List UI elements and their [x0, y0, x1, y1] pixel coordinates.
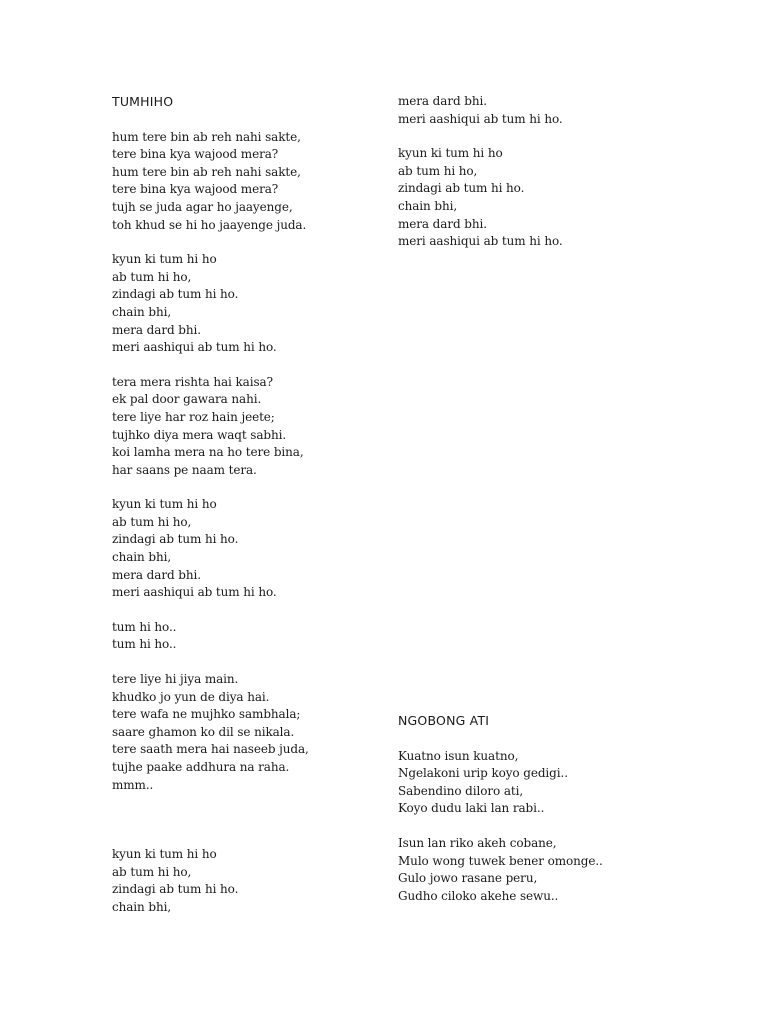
lyric-line: meri aashiqui ab tum hi ho.: [398, 111, 563, 126]
lyric-line: tum hi ho..: [112, 637, 177, 652]
lyric-line: meri aashiqui ab tum hi ho.: [112, 585, 277, 600]
lyric-line: Isun lan riko akeh cobane,: [398, 835, 557, 850]
lyric-line: mera dard bhi.: [398, 216, 487, 231]
stanza: [112, 846, 382, 916]
lyric-line: chain bhi,: [112, 550, 172, 565]
lyric-line: koi lamha mera na ho tere bina,: [112, 445, 304, 460]
lyric-line: tum hi ho..: [112, 619, 177, 634]
lyric-line: tera mera rishta hai kaisa?: [112, 374, 273, 389]
lyric-line: meri aashiqui ab tum hi ho.: [398, 234, 563, 249]
lyric-line: Gudho ciloko akehe sewu..: [398, 888, 559, 903]
song-title-tumhiho: TUMHIHO: [112, 94, 174, 109]
lyric-line: tere liye hi jiya main.: [112, 672, 239, 687]
lyric-line: zindagi ab tum hi ho.: [398, 181, 525, 196]
lyric-line: chain bhi,: [112, 899, 172, 914]
lyric-line: mera dard bhi.: [112, 322, 201, 337]
lyric-line: kyun ki tum hi ho: [112, 252, 217, 267]
right-column-bottom: [398, 712, 698, 922]
lyric-line: khudko jo yun de diya hai.: [112, 689, 270, 704]
stanza: [398, 835, 698, 905]
lyric-line: tujhko diya mera waqt sabhi.: [112, 427, 287, 442]
stanza: [112, 496, 382, 602]
lyric-line: ab tum hi ho,: [112, 864, 192, 879]
lyric-line: zindagi ab tum hi ho.: [112, 882, 239, 897]
lyric-line: Gulo jowo rasane peru,: [398, 871, 538, 886]
lyric-line: chain bhi,: [112, 304, 172, 319]
stanza: [112, 619, 382, 654]
stanza: [398, 145, 698, 251]
lyric-line: kyun ki tum hi ho: [112, 847, 217, 862]
lyric-line: Kuatno isun kuatno,: [398, 748, 519, 763]
lyric-line: meri aashiqui ab tum hi ho.: [112, 340, 277, 355]
lyric-line: Sabendino diloro ati,: [398, 783, 524, 798]
lyric-line: chain bhi,: [398, 198, 458, 213]
lyric-line: tere wafa ne mujhko sambhala;: [112, 707, 301, 722]
left-column: [112, 93, 382, 934]
lyric-line: tere saath mera hai naseeb juda,: [112, 742, 309, 757]
lyric-line: zindagi ab tum hi ho.: [112, 287, 239, 302]
lyric-line: Koyo dudu laki lan rabi..: [398, 801, 545, 816]
stanza: [112, 251, 382, 357]
lyric-line: toh khud se hi ho jaayenge juda.: [112, 217, 307, 232]
stanza: [112, 671, 382, 794]
lyric-line: ek pal door gawara nahi.: [112, 392, 262, 407]
lyric-line: mera dard bhi.: [398, 94, 487, 108]
song-title-ngobong-ati: NGOBONG ATI: [398, 713, 490, 728]
lyric-line: mmm..: [112, 777, 154, 792]
lyric-line: tujhe paake addhura na raha.: [112, 760, 290, 774]
lyric-line: tere bina kya wajood mera?: [112, 147, 279, 162]
lyric-line: zindagi ab tum hi ho.: [112, 532, 239, 547]
lyric-line: hum tere bin ab reh nahi sakte,: [112, 129, 301, 144]
lyric-line: saare ghamon ko dil se nikala.: [112, 724, 295, 739]
stanza: [112, 129, 382, 235]
lyric-line: Ngelakoni urip koyo gedigi..: [398, 766, 568, 781]
lyric-line: ab tum hi ho,: [398, 163, 478, 178]
stanza: [398, 93, 698, 128]
lyric-line: kyun ki tum hi ho: [112, 497, 217, 512]
right-column-top: [398, 93, 698, 268]
lyric-line: ab tum hi ho,: [112, 269, 192, 284]
lyric-line: tujh se juda agar ho jaayenge,: [112, 199, 293, 214]
lyric-line: kyun ki tum hi ho: [398, 146, 503, 161]
lyric-line: har saans pe naam tera.: [112, 462, 257, 477]
lyric-line: tere liye har roz hain jeete;: [112, 409, 275, 424]
lyric-line: tere bina kya wajood mera?: [112, 182, 279, 197]
stanza: [398, 748, 698, 818]
lyric-line: mera dard bhi.: [112, 567, 201, 582]
lyric-line: hum tere bin ab reh nahi sakte,: [112, 164, 301, 179]
lyric-line: Mulo wong tuwek bener omonge..: [398, 853, 603, 868]
stanza: [112, 374, 382, 480]
lyric-line: ab tum hi ho,: [112, 514, 192, 529]
